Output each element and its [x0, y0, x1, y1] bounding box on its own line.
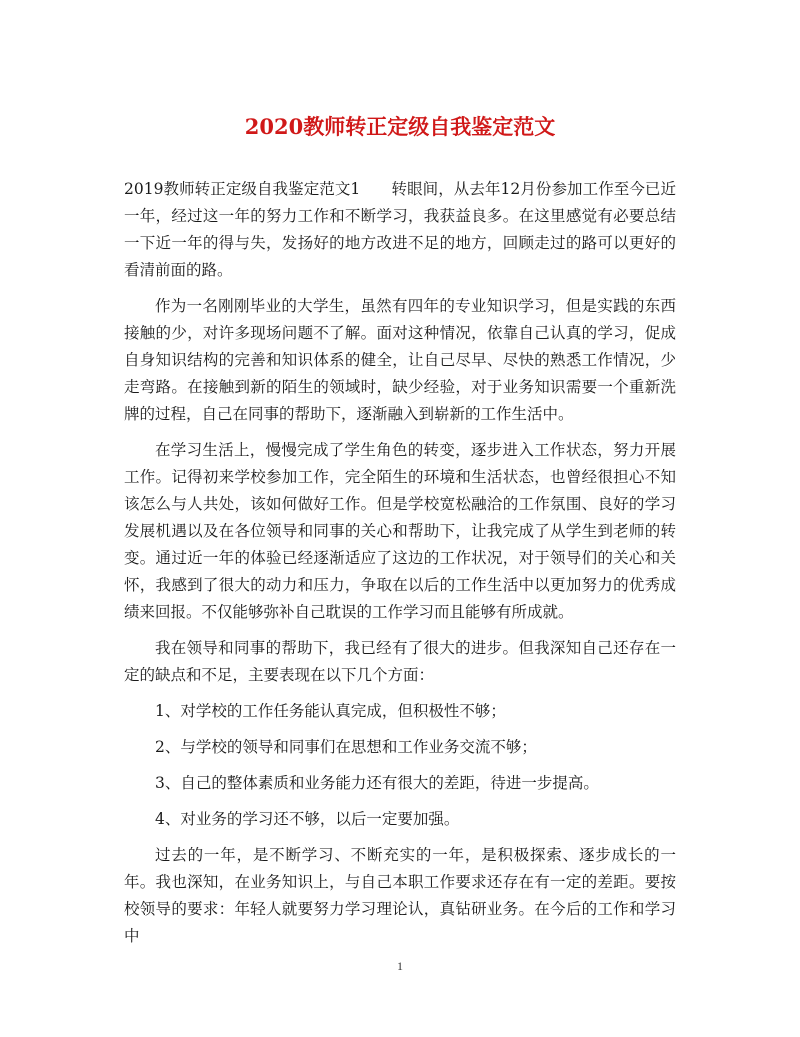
list-item-4: 4、对业务的学习还不够，以后一定要加强。 — [155, 810, 460, 828]
list-item-3: 3、自己的整体素质和业务能力还有很大的差距，待进一步提高。 — [155, 774, 599, 792]
paragraph-conclusion: 过去的一年，是不断学习、不断充实的一年，是积极探索、逐步成长的一年。我也深知，在业务知识上，与自己本职工作要求还存在有一定的差距。要按校领导的要求：年轻人就要努力学习理论认，真钻研业务。在今后的工作和学习中 — [124, 846, 676, 945]
paragraph-study-life: 在学习生活上，慢慢完成了学生角色的转变，逐步进入工作状态，努力开展工作。记得初来学校参加工作，完全陌生的环境和生活状态，也曾经很担心不知该怎么与人共处，该如何做好工作。但是学校宽松融洽的工作氛围、良好的学习发展机遇以及在各位领导和同事的关心和帮助下，让我完成了从学生到老师的转变。通过近一年的体验已经逐渐适应了这边的工作状况，对于领导们的关心和关怀，我感到了很大的动力和压力，争取在以后的工作生活中以更加努力的优秀成绩来回报。不仅能够弥补自己耽误的工作学习而且能够有所成就。 — [124, 441, 676, 621]
page-number: 1 — [397, 959, 403, 973]
paragraph-intro: 2019教师转正定级自我鉴定范文1 转眼间，从去年12月份参加工作至今已近一年，经过这一年的努力工作和不断学习，我获益良多。在这里感觉有必要总结一下近一年的得与失，发扬好的地方改进不足的地方，回顾走过的路可以更好的看清前面的路。 — [124, 180, 676, 279]
paragraph-graduate: 作为一名刚刚毕业的大学生，虽然有四年的专业知识学习，但是实践的东西接触的少，对许多现场问题不了解。面对这种情况，依靠自己认真的学习，促成自身知识结构的完善和知识体系的健全，让自己尽早、尽快的熟悉工作情况，少走弯路。在接触到新的陌生的领域时，缺少经验，对于业务知识需要一个重新洗牌的过程，自己在同事的帮助下，逐渐融入到崭新的工作生活中。 — [124, 297, 676, 423]
document-body — [124, 176, 676, 950]
paragraph-shortcomings: 我在领导和同事的帮助下，我已经有了很大的进步。但我深知自己还存在一定的缺点和不足，主要表现在以下几个方面： — [124, 639, 676, 684]
list-item-2: 2、与学校的领导和同事们在思想和工作业务交流不够； — [155, 738, 537, 756]
list-item-1: 1、对学校的工作任务能认真完成，但积极性不够； — [155, 702, 506, 720]
document-title: 2020教师转正定级自我鉴定范文 — [244, 114, 556, 139]
